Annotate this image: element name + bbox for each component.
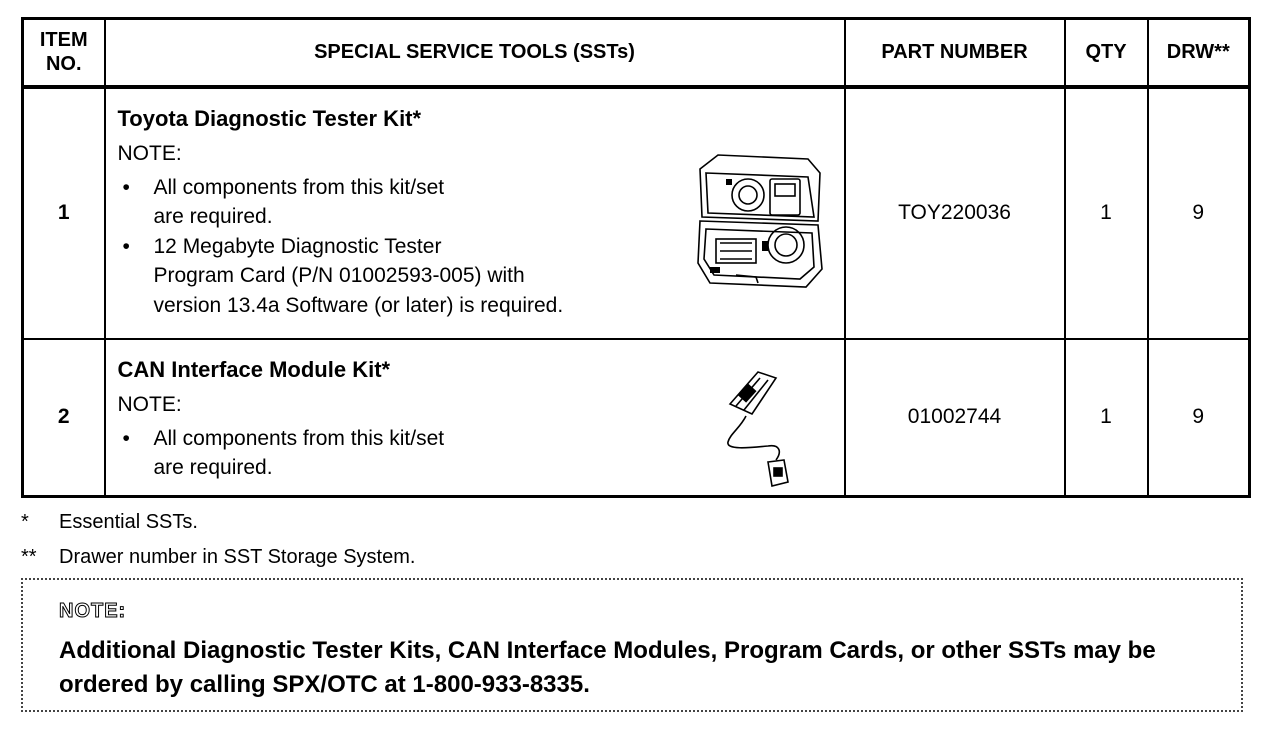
sst-table (21, 17, 1251, 498)
table-header-row (23, 19, 1250, 87)
table-row (23, 87, 1250, 339)
note-label: NOTE: (117, 392, 182, 416)
footnote-mark: * (21, 511, 29, 533)
diagnostic-tester-case-icon (696, 151, 824, 291)
tool-description (105, 87, 845, 339)
note-bullet: • 12 Megabyte Diagnostic Tester Program Card (P/N 01002593-005) with version 13.4a Software (or later) is required. (122, 234, 564, 317)
can-interface-module-icon (718, 364, 798, 490)
header-item-no: ITEM NO. (23, 19, 105, 87)
note-box-label: NOTE: (59, 600, 127, 622)
item-number: 1 (23, 87, 105, 339)
drawer-number: 9 (1148, 87, 1250, 339)
part-number: 01002744 (845, 339, 1065, 497)
header-part-number: PART NUMBER (845, 19, 1065, 87)
drawer-number: 9 (1148, 339, 1250, 497)
tool-description (105, 339, 845, 497)
qty: 1 (1065, 339, 1148, 497)
header-drw: DRW** (1148, 19, 1250, 87)
footnote-essential (21, 510, 198, 534)
note-box-text: Additional Diagnostic Tester Kits, CAN Interface Modules, Program Cards, or other SSTs may be ordered by calling SPX/OTC at 1-800-933-8335. (59, 637, 1156, 698)
qty: 1 (1065, 87, 1148, 339)
ordering-note-box (21, 578, 1243, 712)
note-bullet: • All components from this kit/set are required. (122, 426, 445, 479)
footnote-text: Essential SSTs. (59, 511, 198, 533)
item-number: 2 (23, 339, 105, 497)
tool-name: Toyota Diagnostic Tester Kit* (117, 105, 422, 131)
part-number: TOY220036 (845, 87, 1065, 339)
footnote-drawer (21, 545, 415, 569)
header-special-service-tools: SPECIAL SERVICE TOOLS (SSTs) (105, 19, 845, 87)
footnote-mark: ** (21, 546, 37, 568)
note-bullet: • All components from this kit/set are required. (122, 175, 445, 228)
footnote-text: Drawer number in SST Storage System. (59, 546, 416, 568)
note-label: NOTE: (117, 141, 182, 165)
header-qty: QTY (1065, 19, 1148, 87)
tool-name: CAN Interface Module Kit* (117, 356, 391, 382)
table-row (23, 339, 1250, 497)
